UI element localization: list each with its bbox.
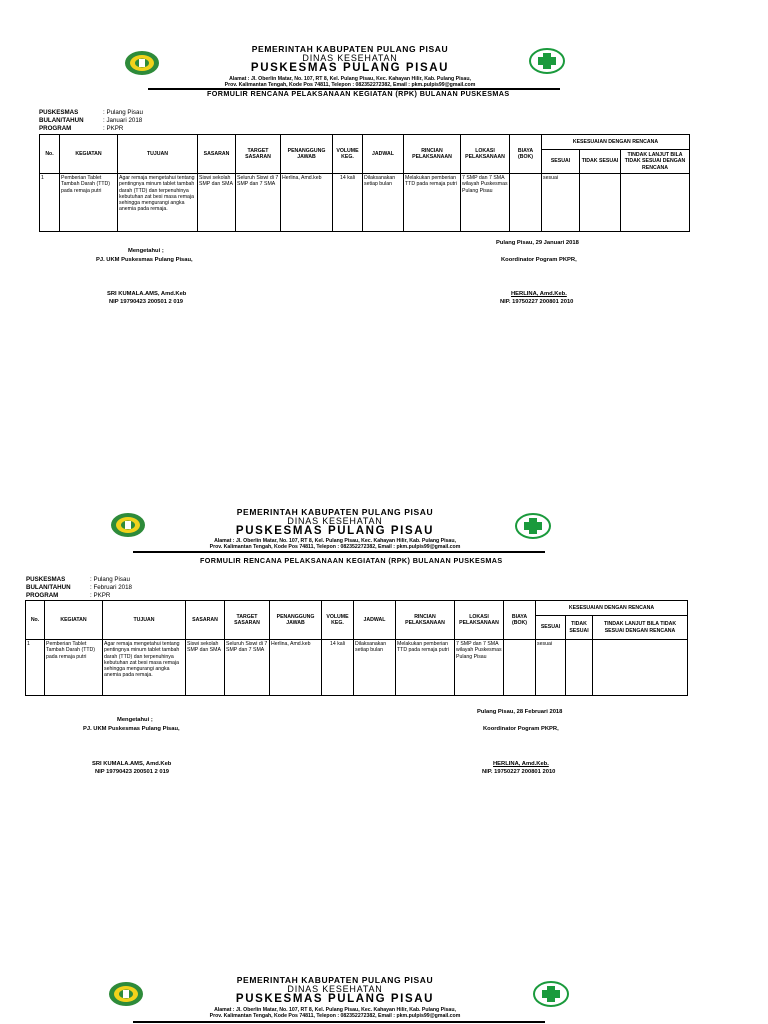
letterhead-government: PEMERINTAH KABUPATEN PULANG PISAU [251, 44, 449, 54]
cell-lokasi: 7 SMP dan 7 SMA wilayah Puskesmas Pulang Pisau [461, 174, 510, 232]
header-tindak-lanjut: TINDAK LANJUT BILA TIDAK SESUAI DENGAN RENCANA [593, 616, 688, 640]
cell-rincian: Melakukan pemberian TTD pada remaja putri [404, 174, 461, 232]
rpk-table [39, 134, 690, 232]
letterhead-contact: Prov. Kalimantan Tengah, Kode Pos 74811, Telepon : 082352272382, Email : pkm.pulpis99@gmail.com [224, 82, 476, 88]
signature-pj-title: PJ. UKM Puskesmas Pulang Pisau, [83, 726, 180, 732]
meta-program-label: PROGRAM [26, 592, 59, 599]
form-title: FORMULIR RENCANA PELAKSANAAN KEGIATAN (RPK) BULANAN PUSKESMAS [207, 89, 510, 98]
header-sesuai: SESUAI [536, 616, 566, 640]
cell-sasaran: Siswi sekolah SMP dan SMA [186, 640, 225, 696]
form-title: FORMULIR RENCANA PELAKSANAAN KEGIATAN (RPK) BULANAN PUSKESMAS [200, 556, 503, 565]
cell-sasaran: Siswi sekolah SMP dan SMA [198, 174, 236, 232]
cell-tindak-lanjut [621, 174, 690, 232]
header-jadwal: JADWAL [363, 135, 404, 174]
meta-puskesmas-label: PUSKESMAS [39, 109, 79, 116]
header-volume: VOLUME KEG. [322, 601, 354, 640]
cell-tujuan: Agar remaja mengetahui tentang pentingnya minum tablet tambah darah (TTD) dan terpenuhinya kebutuhan zat besi masa remaja sehingga mengurangi angka anemia pada remaja. [103, 640, 186, 696]
cell-kegiatan: Pemberian Tablet Tambah Darah (TTD) pada remaja putri [45, 640, 103, 696]
header-rincian: RINCIAN PELAKSANAAN [404, 135, 461, 174]
header-kesesuaian: KESESUAIAN DENGAN RENCANA [542, 135, 690, 150]
cell-penanggung-jawab: Herlina, Amd.keb [270, 640, 322, 696]
header-sesuai: SESUAI [542, 150, 580, 174]
cell-jadwal: Dilaksanakan setiap bulan [363, 174, 404, 232]
meta-puskesmas-value: : Pulang Pisau [90, 576, 130, 583]
health-cross-icon [528, 47, 566, 75]
cell-sesuai: sesuai [536, 640, 566, 696]
cell-sesuai: sesuai [542, 174, 580, 232]
header-biaya: BIAYA (BOK) [504, 601, 536, 640]
header-target: TARGET SASARAN [225, 601, 270, 640]
signature-pj-nip: NIP 19790423 200501 2 019 [109, 299, 184, 305]
signature-koordinator-nip: NIP. 19750227 200801 2010 [500, 299, 574, 305]
letterhead-government: PEMERINTAH KABUPATEN PULANG PISAU [236, 507, 434, 517]
signature-koordinator-title: Koordinator Pogram PKPR, [483, 726, 559, 732]
header-penanggung-jawab: PENANGGUNG JAWAB [270, 601, 322, 640]
cell-penanggung-jawab: Herlina, Amd.keb [281, 174, 333, 232]
cell-tindak-lanjut [593, 640, 688, 696]
header-kegiatan: KEGIATAN [45, 601, 103, 640]
header-sasaran: SASARAN [198, 135, 236, 174]
letterhead-department: DINAS KESEHATAN [287, 516, 383, 526]
header-kesesuaian: KESESUAIAN DENGAN RENCANA [536, 601, 688, 616]
header-lokasi: LOKASI PELAKSANAAN [455, 601, 504, 640]
rpk-sheet-partial [0, 966, 768, 1024]
letterhead-address: Alamat : Jl. Oberlin Matar, No. 107, RT 8, Kel. Pulang Pisau, Kec. Kahayan Hilir, Kab. Pulang Pisau, [214, 1007, 456, 1013]
cell-rincian: Melakukan pemberian TTD pada remaja putri [396, 640, 455, 696]
header-penanggung-jawab: PENANGGUNG JAWAB [281, 135, 333, 174]
cell-target: Seluruh Siswi di 7 SMP dan 7 SMA [225, 640, 270, 696]
signature-date: Pulang Pisau, 29 Januari 2018 [496, 240, 579, 246]
health-cross-icon [532, 980, 570, 1008]
signature-koordinator-title: Koordinator Pogram PKPR, [501, 257, 577, 263]
cell-biaya [510, 174, 542, 232]
signature-pj-title: PJ. UKM Puskesmas Pulang Pisau, [96, 257, 193, 263]
header-tindak-lanjut: TINDAK LANJUT BILA TIDAK SESUAI DENGAN RENCANA [621, 150, 690, 174]
cell-lokasi: 7 SMP dan 7 SMA wilayah Puskesmas Pulang Pisau [455, 640, 504, 696]
header-lokasi: LOKASI PELAKSANAAN [461, 135, 510, 174]
letterhead-puskesmas: PUSKESMAS PULANG PISAU [235, 993, 435, 1005]
header-no: No. [40, 135, 60, 174]
signature-pj-nip: NIP 19790423 200501 2 019 [95, 769, 170, 775]
letterhead-contact: Prov. Kalimantan Tengah, Kode Pos 74811, Telepon : 082352272382, Email : pkm.pulpis99@gmail.com [209, 544, 461, 550]
letterhead-address: Alamat : Jl. Oberlin Matar, No. 107, RT 8, Kel. Pulang Pisau, Kec. Kahayan Hilir, Kab. Pulang Pisau, [214, 538, 456, 544]
signature-pj-name: SRI KUMALA.AMS, Amd.Keb [92, 761, 172, 767]
letterhead-department: DINAS KESEHATAN [287, 984, 383, 994]
meta-program-label: PROGRAM [39, 125, 72, 132]
cell-tidak-sesuai [566, 640, 593, 696]
header-no: No. [26, 601, 45, 640]
meta-bulan-label: BULAN/TAHUN [26, 584, 71, 591]
meta-program-value: : PKPR [90, 592, 111, 599]
health-cross-icon [514, 512, 552, 540]
header-biaya: BIAYA (BOK) [510, 135, 542, 174]
signature-mengetahui: Mengetahui ; [128, 248, 164, 254]
kabupaten-logo-icon [110, 512, 146, 538]
header-sasaran: SASARAN [186, 601, 225, 640]
signature-koordinator-name: HERLINA, Amd.Keb. [511, 291, 567, 297]
meta-bulan-label: BULAN/TAHUN [39, 117, 84, 124]
cell-volume: 14 kali [322, 640, 354, 696]
signature-mengetahui: Mengetahui ; [117, 717, 153, 723]
header-kegiatan: KEGIATAN [60, 135, 118, 174]
header-volume: VOLUME KEG. [333, 135, 363, 174]
signature-date: Pulang Pisau, 28 Februari 2018 [477, 709, 563, 715]
header-tidak-sesuai: TIDAK SESUAI [580, 150, 621, 174]
cell-no: 1 [26, 640, 45, 696]
cell-volume: 14 kali [333, 174, 363, 232]
meta-bulan-value: : Februari 2018 [90, 584, 132, 591]
letterhead-divider [133, 551, 545, 553]
header-tidak-sesuai: TIDAK SESUAI [566, 616, 593, 640]
letterhead-puskesmas: PUSKESMAS PULANG PISAU [235, 525, 435, 537]
cell-biaya [504, 640, 536, 696]
cell-tujuan: Agar remaja mengetahui tentang pentingnya minum tablet tambah darah (TTD) dan terpenuhinya kebutuhan zat besi masa remaja sehingga mengurangi angka anemia pada remaja. [118, 174, 198, 232]
kabupaten-logo-icon [124, 50, 160, 76]
cell-kegiatan: Pemberian Tablet Tambah Darah (TTD) pada remaja putri [60, 174, 118, 232]
letterhead-government: PEMERINTAH KABUPATEN PULANG PISAU [236, 975, 434, 985]
signature-pj-name: SRI KUMALA.AMS, Amd.Keb [107, 291, 187, 297]
meta-puskesmas-value: : Pulang Pisau [103, 109, 143, 116]
rpk-table [25, 600, 688, 696]
signature-koordinator-nip: NIP. 19750227 200801 2010 [482, 769, 556, 775]
signature-koordinator-name: HERLINA, Amd.Keb. [493, 761, 549, 767]
header-target: TARGET SASARAN [236, 135, 281, 174]
form-meta [26, 576, 132, 600]
letterhead-contact: Prov. Kalimantan Tengah, Kode Pos 74811, Telepon : 082352272382, Email : pkm.pulpis99@gmail.com [209, 1013, 461, 1019]
cell-jadwal: Dilaksanakan setiap bulan [354, 640, 396, 696]
letterhead-divider [133, 1021, 545, 1023]
cell-tidak-sesuai [580, 174, 621, 232]
header-tujuan: TUJUAN [118, 135, 198, 174]
meta-puskesmas-label: PUSKESMAS [26, 576, 66, 583]
header-rincian: RINCIAN PELAKSANAAN [396, 601, 455, 640]
table-row [40, 174, 690, 232]
letterhead-department: DINAS KESEHATAN [302, 53, 398, 63]
cell-target: Seluruh Siswi di 7 SMP dan 7 SMA [236, 174, 281, 232]
letterhead-puskesmas: PUSKESMAS PULANG PISAU [250, 62, 450, 74]
cell-no: 1 [40, 174, 60, 232]
table-row [26, 640, 688, 696]
letterhead-address: Alamat : Jl. Oberlin Matar, No. 107, RT 8, Kel. Pulang Pisau, Kec. Kahayan Hilir, Kab. Pulang Pisau, [229, 76, 471, 82]
header-jadwal: JADWAL [354, 601, 396, 640]
meta-bulan-value: : Januari 2018 [103, 117, 143, 124]
header-tujuan: TUJUAN [103, 601, 186, 640]
meta-program-value: : PKPR [103, 125, 124, 132]
form-meta [39, 109, 143, 133]
kabupaten-logo-icon [108, 981, 144, 1007]
